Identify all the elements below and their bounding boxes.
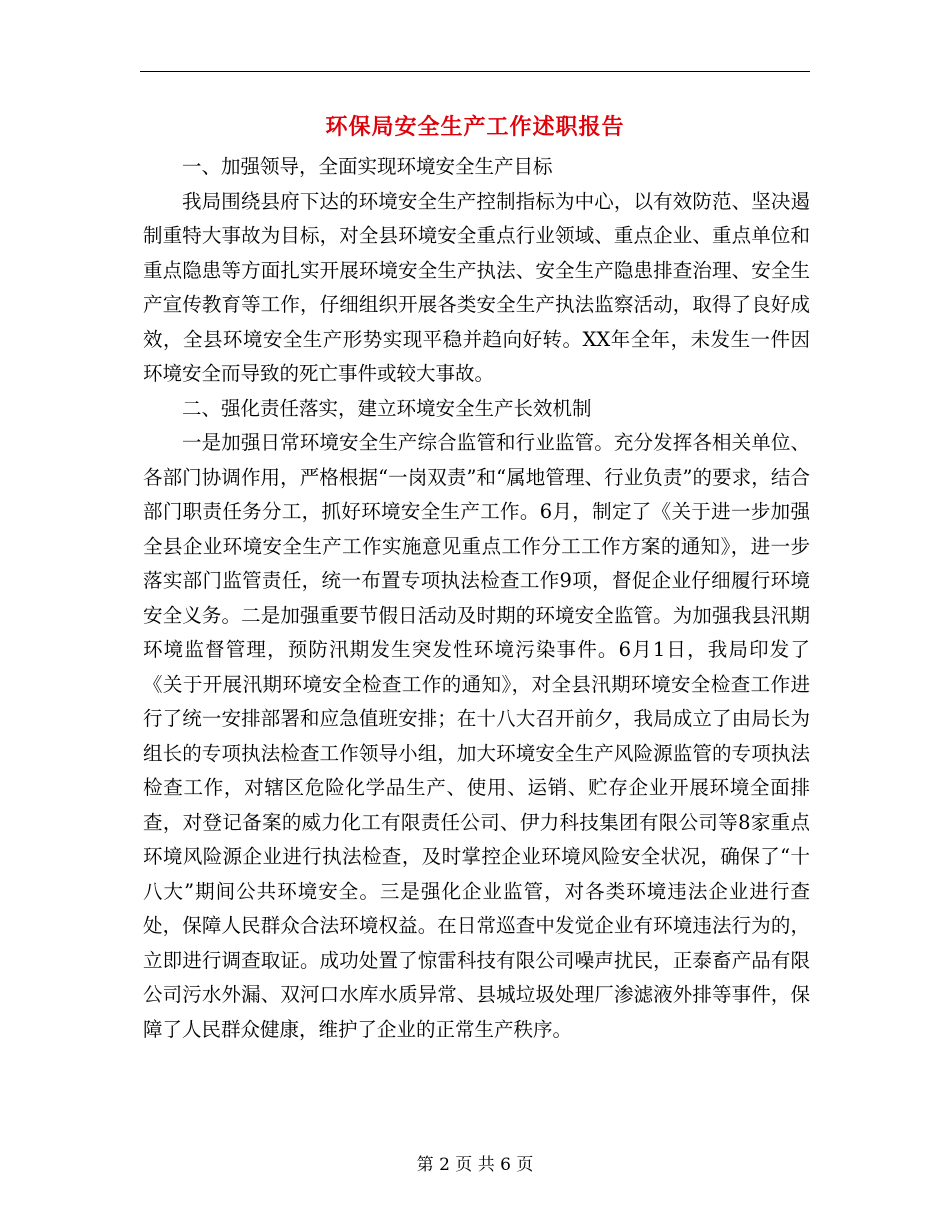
body-paragraph-1: 我局围绕县府下达的环境安全生产控制指标为中心，以有效防范、坚决遏制重特大事故为目标，对全县环境安全重点行业领域、重点企业、重点单位和重点隐患等方面扎实开展环境安全生产执法、安全生产隐患排查治理、安全生产宣传教育等工作，仔细组织开展各类安全生产执法监察活动，取得了良好成效，全县环境安全生产形势实现平稳并趋向好转。XX年全年，未发生一件因环境安全而导致的死亡事件或较大事故。: [143, 189, 810, 385]
section-heading-2: 二、强化责任落实，建立环境安全生产长效机制: [182, 396, 592, 420]
section-heading-1: 一、加强领导，全面实现环境安全生产目标: [182, 155, 553, 178]
document-body: [143, 150, 810, 1047]
body-paragraph-2: 一是加强日常环境安全生产综合监管和行业监管。充分发挥各相关单位、各部门协调作用，严格根据“一岗双责”和“属地管理、行业负责”的要求，结合部门职责任务分工，抓好环境安全生产工作。6月，制定了《关于进一步加强全县企业环境安全生产工作实施意见重点工作分工工作方案的通知》，进一步落实部门监管责任，统一布置专项执法检查工作9项，督促企业仔细履行环境安全义务。二是加强重要节假日活动及时期的环境安全监管。为加强我县汛期环境监督管理，预防汛期发生突发性环境污染事件。6月1日，我局印发了《关于开展汛期环境安全检查工作的通知》，对全县汛期环境安全检查工作进行了统一安排部署和应急值班安排；在十八大召开前夕，我局成立了由局长为组长的专项执法检查工作领导小组，加大环境安全生产风险源监管的专项执法检查工作，对辖区危险化学品生产、使用、运销、贮存企业开展环境全面排查，对登记备案的威力化工有限责任公司、伊力科技集团有限公司等8家重点环境风险源企业进行执法检查，及时掌控企业环境风险安全状况，确保了“十八大”期间公共环境安全。三是强化企业监管，对各类环境违法企业进行查处，保障人民群众合法环境权益。在日常巡查中发觉企业有环境违法行为的，立即进行调查取证。成功处置了惊雷科技有限公司噪声扰民，正泰畜产品有限公司污水外漏、双河口水库水质异常、县城垃圾处理厂渗滤液外排等事件，保障了人民群众健康，维护了企业的正常生产秩序。: [143, 431, 810, 1041]
page-footer: 第 2 页 共 6 页: [416, 1155, 534, 1175]
header-rule: [140, 71, 810, 72]
document-title: 环保局安全生产工作述职报告: [325, 114, 625, 140]
